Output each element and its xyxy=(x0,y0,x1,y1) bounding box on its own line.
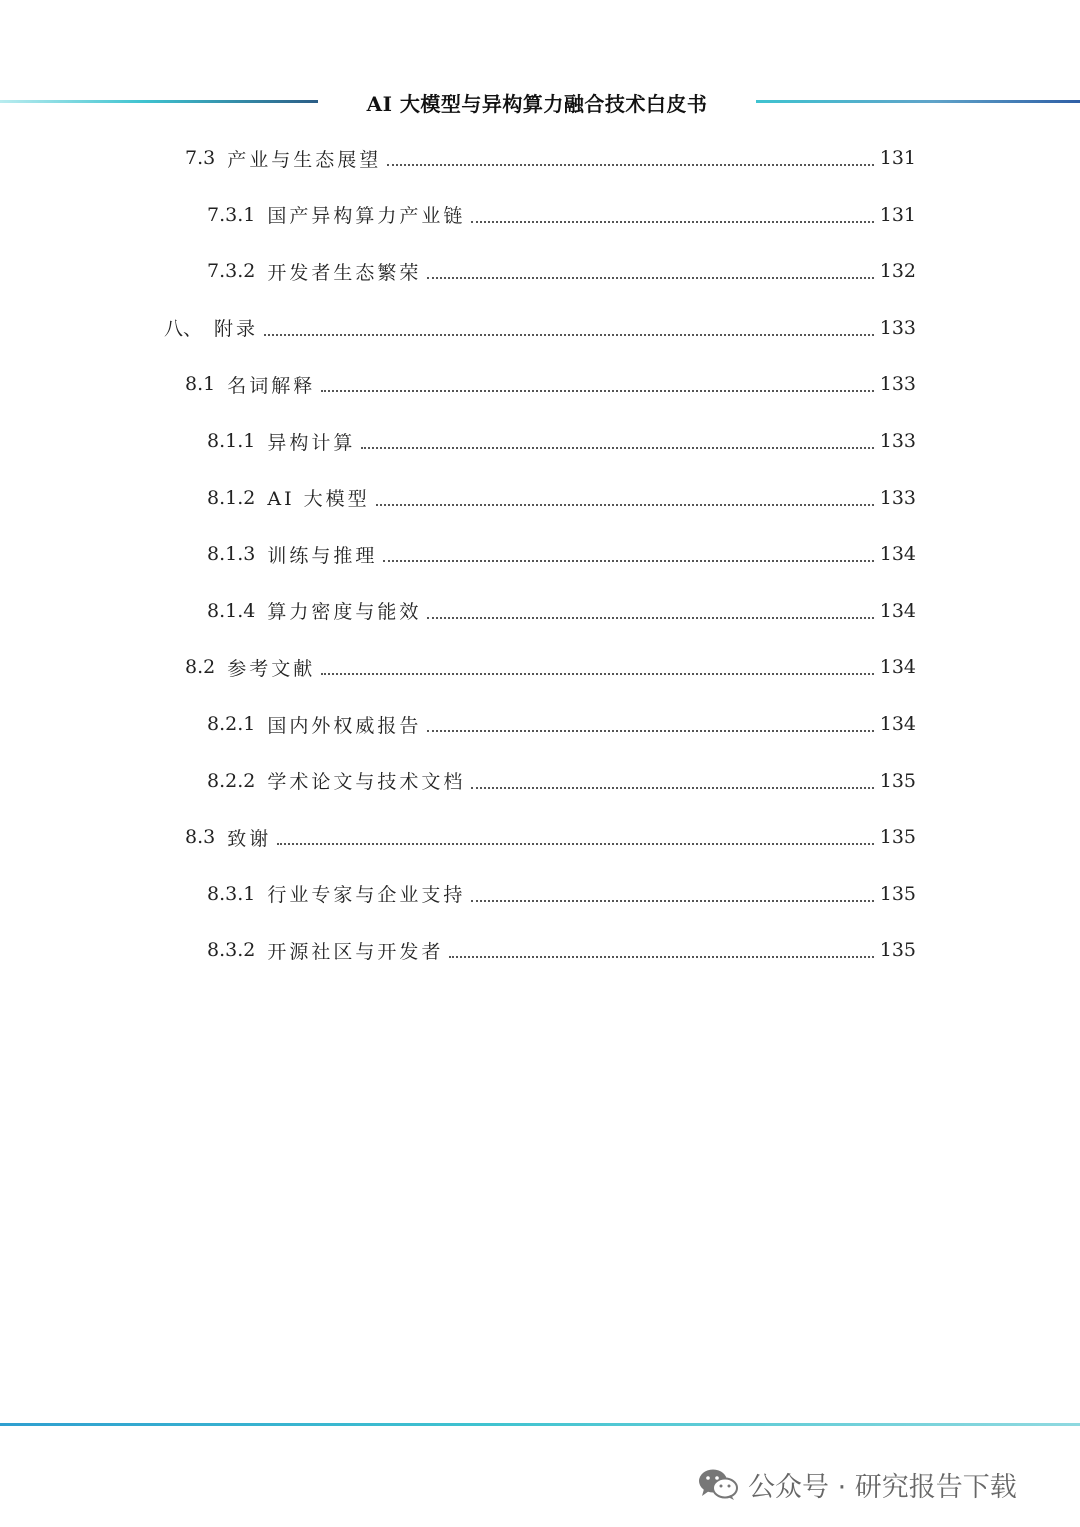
toc-entry[interactable] xyxy=(207,195,916,235)
footer-rule xyxy=(0,1423,1080,1426)
toc-dot-leader xyxy=(383,560,873,562)
toc-entry-page: 134 xyxy=(879,543,916,566)
toc-entry-page: 131 xyxy=(879,147,916,169)
toc-entry-title: 开源社区与开发者 xyxy=(267,940,444,963)
toc-dot-leader xyxy=(427,617,873,619)
toc-entry-number: 八、 xyxy=(164,318,203,341)
document-title: AI 大模型与异构算力融合技术白皮书 xyxy=(366,92,708,116)
toc-dot-leader xyxy=(387,164,874,166)
toc-dot-leader xyxy=(277,843,874,845)
toc-entry-number: 8.1.2 xyxy=(207,486,256,509)
toc-dot-leader xyxy=(321,673,874,675)
toc-dot-leader xyxy=(449,956,873,958)
toc-dot-leader xyxy=(471,900,873,902)
toc-dot-leader xyxy=(264,334,874,336)
toc-entry-number: 7.3 xyxy=(185,147,216,169)
header-rule-left xyxy=(0,100,318,103)
toc-dot-leader xyxy=(471,221,873,223)
watermark xyxy=(696,1462,1017,1506)
toc-entry-number: 8.3 xyxy=(185,826,216,849)
toc-entry-number: 8.1.4 xyxy=(207,599,256,622)
toc-entry-title: 国产异构算力产业链 xyxy=(267,205,466,228)
toc-entry-page: 133 xyxy=(879,430,916,452)
toc-entry-page: 133 xyxy=(879,373,916,396)
toc-entry-page: 133 xyxy=(879,486,916,509)
toc-entry[interactable] xyxy=(207,591,916,631)
toc-entry-page: 135 xyxy=(879,939,916,962)
toc-entry[interactable] xyxy=(207,251,916,291)
toc-entry-number: 8.3.2 xyxy=(207,939,256,962)
toc-entry-number: 8.3.1 xyxy=(207,882,256,905)
toc-entry-page: 134 xyxy=(879,713,916,735)
toc-entry[interactable] xyxy=(207,761,916,801)
toc-entry-page: 135 xyxy=(879,769,916,792)
toc-dot-leader xyxy=(471,787,873,789)
toc-entry-title: 参考文献 xyxy=(227,657,316,680)
toc-entry[interactable] xyxy=(185,138,916,178)
toc-entry[interactable] xyxy=(185,817,916,857)
toc-entry-page: 135 xyxy=(879,826,916,849)
toc-entry-title: AI 大模型 xyxy=(267,488,370,511)
toc-entry[interactable] xyxy=(207,704,916,744)
toc-entry[interactable] xyxy=(185,364,916,404)
toc-dot-leader xyxy=(376,504,874,506)
toc-entry-page: 132 xyxy=(879,260,916,283)
toc-entry-title: 学术论文与技术文档 xyxy=(267,771,466,794)
wechat-icon xyxy=(696,1466,740,1502)
toc-entry-title: 开发者生态繁荣 xyxy=(267,261,422,284)
toc-entry-title: 附录 xyxy=(214,318,259,341)
toc-entry-number: 8.1.3 xyxy=(207,543,256,566)
toc-entry-title: 算力密度与能效 xyxy=(267,601,422,624)
toc-entry-page: 134 xyxy=(879,656,916,679)
header-rule-right xyxy=(756,100,1080,103)
toc-entry-title: 训练与推理 xyxy=(267,544,378,567)
toc-entry-number: 8.2.2 xyxy=(207,769,256,792)
toc-entry-title: 国内外权威报告 xyxy=(267,714,422,737)
toc-entry-page: 133 xyxy=(879,316,916,339)
toc-entry[interactable] xyxy=(207,930,916,970)
toc-entry-number: 8.2 xyxy=(185,656,216,679)
toc-dot-leader xyxy=(427,277,873,279)
toc-entry-number: 8.2.1 xyxy=(207,713,256,735)
toc-entry-number: 8.1.1 xyxy=(207,430,256,452)
toc-entry[interactable] xyxy=(207,421,916,461)
toc-entry-number: 7.3.2 xyxy=(207,260,256,283)
toc-entry[interactable] xyxy=(185,647,916,687)
toc-dot-leader xyxy=(321,390,874,392)
toc-entry-title: 产业与生态展望 xyxy=(227,148,382,171)
watermark-text: 公众号 · 研究报告下载 xyxy=(748,1471,1017,1503)
toc-entry[interactable] xyxy=(207,874,916,914)
toc-dot-leader xyxy=(427,730,873,732)
toc-entry-page: 131 xyxy=(879,203,916,226)
toc-entry-title: 致谢 xyxy=(227,827,272,850)
toc-entry-title: 异构计算 xyxy=(267,431,356,454)
toc-entry[interactable] xyxy=(207,478,916,518)
toc-entry-title: 行业专家与企业支持 xyxy=(267,884,466,907)
toc-entry-page: 135 xyxy=(879,882,916,905)
toc-dot-leader xyxy=(361,447,873,449)
toc-entry-title: 名词解释 xyxy=(227,374,316,397)
toc-entry-page: 134 xyxy=(879,599,916,622)
toc-entry-number: 8.1 xyxy=(185,373,216,396)
toc-entry-number: 7.3.1 xyxy=(207,203,256,226)
toc-entry[interactable] xyxy=(207,534,916,574)
toc-entry[interactable] xyxy=(164,308,916,348)
